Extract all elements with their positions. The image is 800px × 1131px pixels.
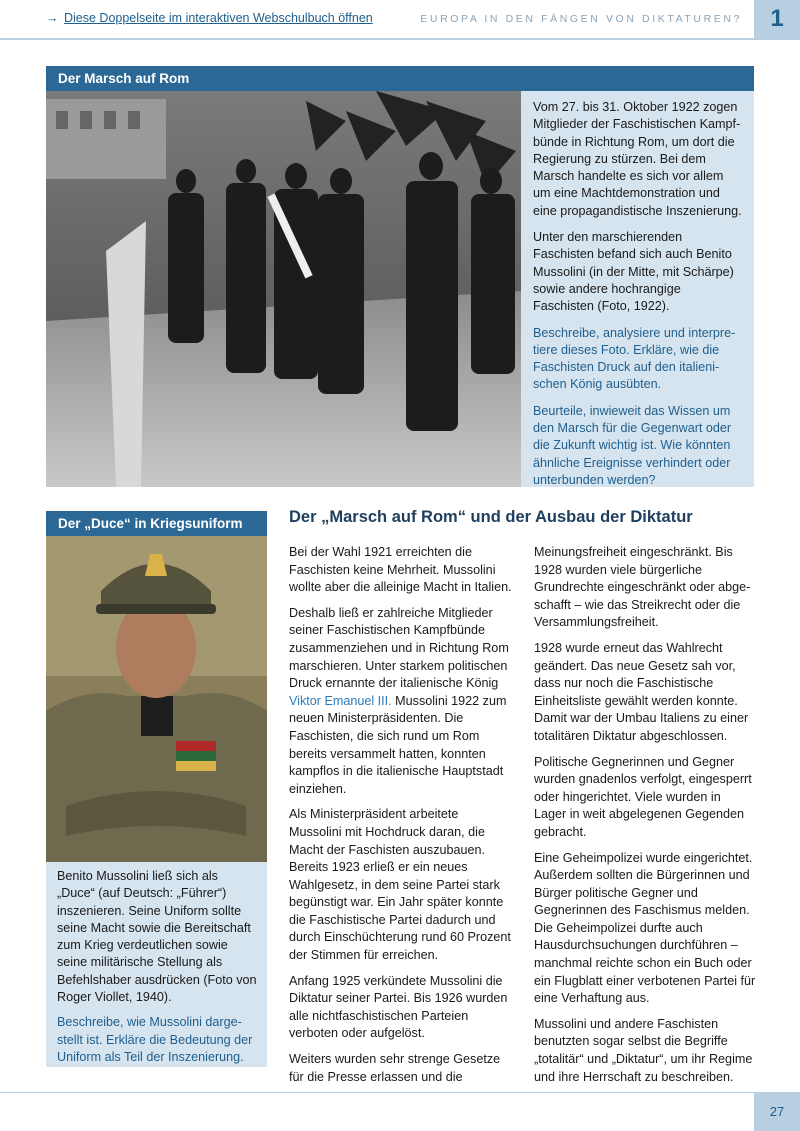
section-bar-marsch-auf-rom: Der Marsch auf Rom	[46, 66, 754, 91]
section-bar-duce: Der „Duce“ in Kriegsuniform	[46, 511, 267, 536]
footer-rule	[0, 1092, 800, 1093]
article-paragraph: Als Ministerpräsident arbeitete Mussolini mit Hochdruck daran, die Macht der Faschisten auszubauen. Bereits 1923 erließ er ein neues Wahlgesetz, in dem seine Partei stark begünstigt war. Ein Jahr später konnte die Faschistische Partei dadurch und durch Einschüchterung rund 60 Prozent der Stimmen für erreichen.	[289, 807, 511, 963]
article-column-1	[289, 544, 514, 1094]
article-paragraph: Bei der Wahl 1921 erreichten die Faschisten keine Mehrheit. Mussolini wollte aber die alleinige Macht in Italien.	[289, 545, 512, 595]
march-on-rome-photo	[46, 91, 521, 487]
paragraph-text: Mussolini 1922 zum neuen Ministerpräsidenten. Die Faschisten, die sich rund um Rom bereits versammelt hatten, konnten kampflos in die italienische Hauptstadt einziehen.	[289, 693, 507, 796]
page-number: 27	[754, 1093, 800, 1131]
article-paragraph: Anfang 1925 verkündete Mussolini die Diktatur seiner Partei. Bis 1926 wurden alle nichtfaschistischen Parteien verboten oder aufgelöst.	[289, 973, 508, 1041]
march-photo-caption: Unter den marschierenden Faschisten befand sich auch Benito Mussolini (in der Mitte, mit Schärpe) sowie andere hochrangige Faschisten (Foto, 1922).	[533, 230, 734, 314]
article-paragraph: Meinungsfreiheit eingeschränkt. Bis 1928 wurden viele bürgerliche Grundrechte eingeschränkt oder abgeschafft – wie das Streikrecht oder die Versammlungsfreiheit.	[534, 545, 751, 630]
article-title: Der „Marsch auf Rom“ und der Ausbau der Diktatur	[289, 508, 693, 526]
arrow-right-icon: →	[46, 11, 59, 25]
chapter-number: 1	[754, 0, 800, 38]
duce-task: Beschreibe, wie Mussolini dargestellt ist. Erkläre die Bedeutung der Uniform als Teil der Inszenierung.	[57, 1015, 253, 1064]
march-photo-illustration	[46, 91, 521, 487]
march-task-2: Beurteile, inwieweit das Wissen um den Marsch für die Gegenwart oder die Zukunft wichtig ist. Wie könnten ähnliche Ereignisse verhindert oder unterbunden werden?	[533, 403, 732, 487]
page-header	[0, 0, 800, 40]
chapter-title: EUROPA IN DEN FÄNGEN VON DIKTATUREN?	[420, 13, 742, 25]
article-paragraph: 1928 wurde erneut das Wahlrecht geändert. Das neue Gesetz sah vor, dass nur noch die Faschistische Einheitsliste gewählt werden konnte. Damit war der Umbau Italiens zu einer totalitären Diktatur abgeschlossen.	[534, 640, 749, 743]
mussolini-portrait-photo	[46, 536, 267, 862]
paragraph-text: Deshalb ließ er zahlreiche Mitglieder seiner Faschistischen Kampfbünde zusammenziehen und in Richtung Rom marschieren. Unter starkem politischen Druck ernannte der italienische König	[289, 605, 509, 691]
march-description: Vom 27. bis 31. Oktober 1922 zogen Mitglieder der Faschistischen Kampfbünde in Richtung Rom, um dort die Regierung zu stürzen. Bei dem Marsch handelte es sich vor allem um eine Machtdemonstration und eine propagandistische Inszenierung.	[533, 100, 742, 218]
duce-caption-panel	[46, 862, 267, 1067]
march-task-1: Beschreibe, analysiere und interpretiere dieses Foto. Erkläre, wie die Faschisten Druck auf den italienischen König ausübten.	[533, 325, 736, 392]
webschulbuch-link-text[interactable]: Diese Doppelseite im interaktiven Webschulbuch öffnen	[63, 11, 373, 25]
article-column-2	[534, 544, 756, 1094]
article-paragraph: Weiters wurden sehr strenge Gesetze für die Presse erlassen und die	[289, 1052, 501, 1084]
article-paragraph: Eine Geheimpolizei wurde eingerichtet. Außerdem sollten die Bürgerinnen und Bürger politische Gegner und Gegnerinnen des Faschismus melden. Die Geheimpolizei durfte auch Hausdurchsuchungen durchführen – manchmal reichte schon ein Buch oder ein Flugblatt einer verbotenen Partei für eine Verhaftung aus.	[534, 850, 756, 1006]
article-paragraph: Politische Gegnerinnen und Gegner wurden gnadenlos verfolgt, eingesperrt oder hingerichtet. Viele wurden in Lager in weit abgelegenen Gegenden gebracht.	[534, 754, 752, 839]
march-info-panel	[521, 91, 754, 487]
article-paragraph	[289, 605, 514, 799]
article-paragraph: Mussolini und andere Faschisten benutzten sogar selbst die Begriffe „totalitär“ und „Diktatur“, um ihr Regime und ihre Herrschaft zu beschreiben.	[534, 1016, 753, 1084]
portrait-illustration	[46, 536, 267, 862]
header-rule	[0, 38, 800, 40]
viktor-emanuel-link[interactable]: Viktor Emanuel III.	[289, 693, 392, 708]
webschulbuch-link[interactable]	[46, 11, 373, 25]
duce-caption: Benito Mussolini ließ sich als „Duce“ (auf Deutsch: „Führer“) inszenieren. Seine Uniform sollte seine Macht sowie die Bereitschaft zum Krieg verdeutlichen sowie seine militärische Stellung als Befehlshaber ausdrücken (Foto von Roger Viollet, 1940).	[57, 869, 257, 1005]
